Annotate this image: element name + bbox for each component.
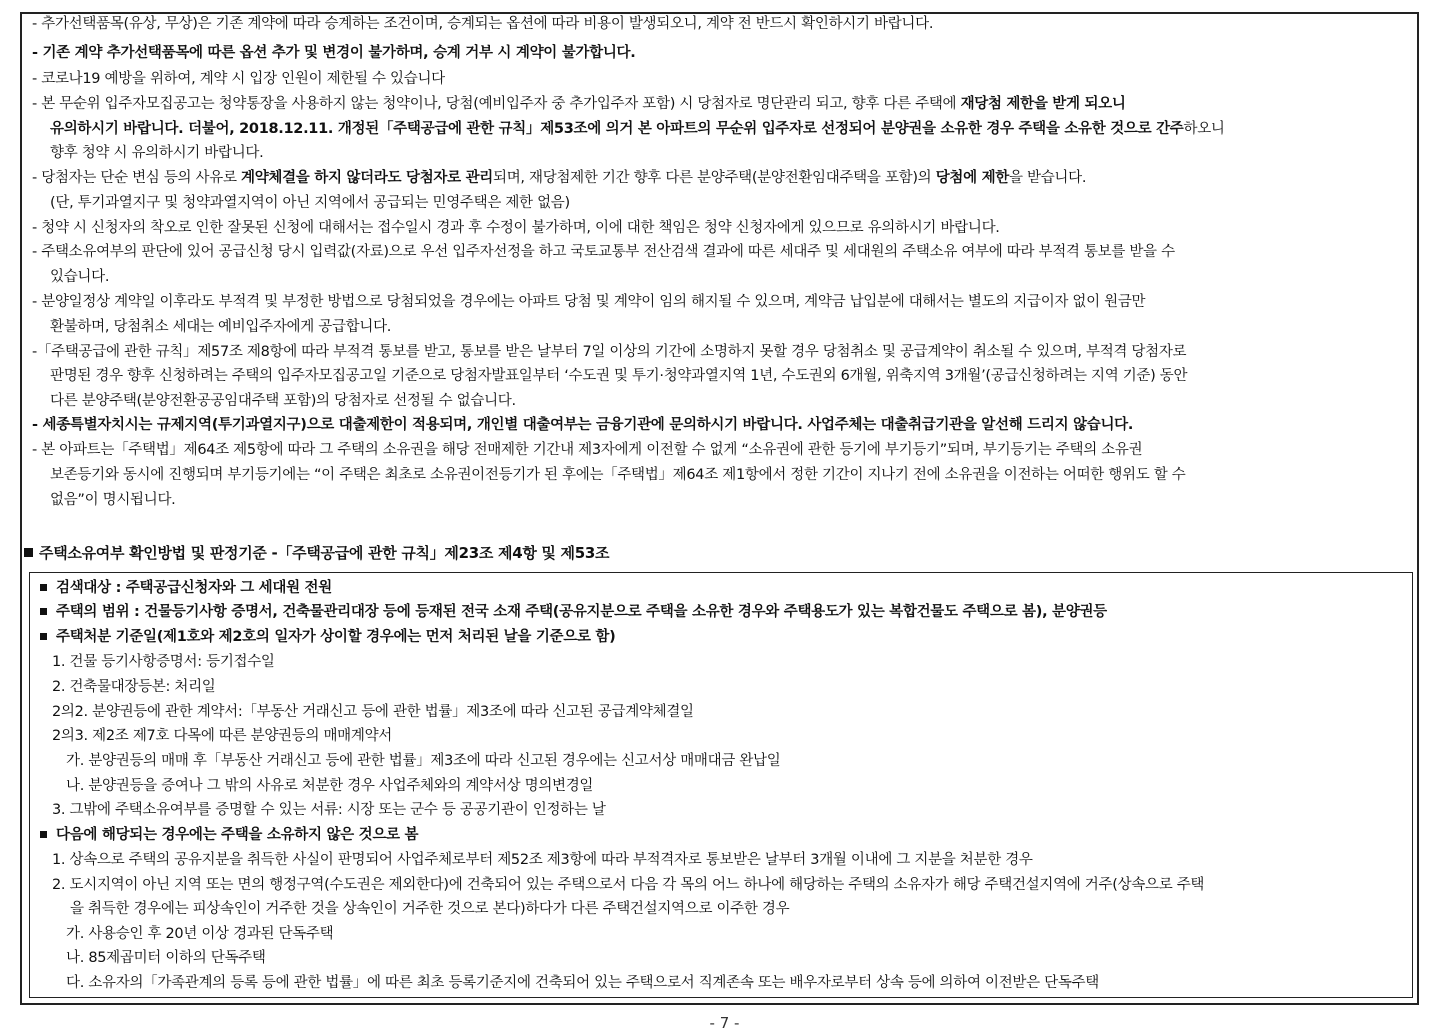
page-number: - 7 -: [709, 1014, 740, 1032]
criteria-item: 2. 도시지역이 아닌 지역 또는 면의 행정구역(수도권은 제외한다)에 건축되어 있는 주택으로서 다음 각 목의 어느 하나에 해당하는 주택의 소유자가 해당 주택건설지역에 거주(상속으로 주택: [52, 877, 1205, 893]
note-line: - 본 무순위 입주자모집공고는 청약통장을 사용하지 않는 청약이나, 당첨(예비입주자 중 추가입주자 포함) 시 당첨자로 명단관리 되고, 향후 다른 주택에 재당첨 제한을 받게 되오니: [32, 96, 1126, 112]
criteria-heading: 주택의 범위 : 건물등기사항 증명서, 건축물관리대장 등에 등재된 전국 소재 주택(공유지분으로 주택을 소유한 경우와 주택용도가 있는 복합건물도 주택으로 봄), 분양권등: [40, 602, 1107, 622]
criteria-item: 1. 건물 등기사항증명서: 등기접수일: [52, 654, 275, 670]
criteria-heading: 다음에 해당되는 경우에는 주택을 소유하지 않은 것으로 봄: [40, 825, 418, 845]
note-line: 판명된 경우 향후 신청하려는 주택의 입주자모집공고일 기준으로 당첨자발표일부터 ‘수도권 및 투기·청약과열지역 1년, 수도권외 6개월, 위축지역 3개월’(공급신청하려는 지역 기준) 동안: [50, 368, 1188, 384]
note-line: 없음”이 명시됩니다.: [50, 492, 176, 508]
square-bullet-icon: [40, 633, 47, 640]
criteria-item: 가. 사용승인 후 20년 이상 경과된 단독주택: [66, 926, 334, 942]
criteria-heading: 검색대상 : 주택공급신청자와 그 세대원 전원: [40, 578, 332, 598]
criteria-item: 3. 그밖에 주택소유여부를 증명할 수 있는 서류: 시장 또는 군수 등 공공기관이 인정하는 날: [52, 802, 606, 818]
criteria-item: 나. 분양권등을 증여나 그 밖의 사유로 처분한 경우 사업주체와의 계약서상 명의변경일: [66, 778, 594, 794]
note-line-bold: - 기존 계약 추가선택품목에 따른 옵션 추가 및 변경이 불가하며, 승계 거부 시 계약이 불가합니다.: [32, 45, 636, 61]
criteria-item: 다. 소유자의「가족관계의 등록 등에 관한 법률」에 따른 최초 등록기준지에 건축되어 있는 주택으로서 직계존속 또는 배우자로부터 상속 등에 의하여 이전받은 단독주택: [66, 975, 1099, 991]
criteria-item: 나. 85제곱미터 이하의 단독주택: [66, 950, 266, 966]
criteria-item: 1. 상속으로 주택의 공유지분을 취득한 사실이 판명되어 사업주체로부터 제52조 제3항에 따라 부적격자로 통보받은 날부터 3개월 이내에 그 지분을 처분한 경우: [52, 852, 1033, 868]
note-line: 있습니다.: [50, 269, 110, 285]
criteria-heading: 주택처분 기준일(제1호와 제2호의 일자가 상이할 경우에는 먼저 처리된 날을 기준으로 함): [40, 627, 615, 647]
square-bullet-icon: [24, 548, 33, 557]
section-heading: 주택소유여부 확인방법 및 판정기준 -「주택공급에 관한 규칙」제23조 제4항 및 제53조: [24, 542, 609, 563]
square-bullet-icon: [40, 584, 47, 591]
square-bullet-icon: [40, 831, 47, 838]
note-line: - 청약 시 신청자의 착오로 인한 잘못된 신청에 대해서는 접수일시 경과 후 수정이 불가하며, 이에 대한 책임은 청약 신청자에게 있으므로 유의하시기 바랍니다.: [32, 220, 1000, 236]
note-line: - 본 아파트는「주택법」제64조 제5항에 따라 그 주택의 소유권을 해당 전매제한 기간내 제3자에게 이전할 수 없게 “소유권에 관한 등기에 부기등기”되며, 부기등기는 주택의 소유권: [32, 442, 1143, 458]
note-line: - 주택소유여부의 판단에 있어 공급신청 당시 입력값(자료)으로 우선 입주자선정을 하고 국토교통부 전산검색 결과에 따른 세대주 및 세대원의 주택소유 여부에 따라 부적격 통보를 받을 수: [32, 244, 1175, 260]
note-line: - 당첨자는 단순 변심 등의 사유로 계약체결을 하지 않더라도 당첨자로 관리되며, 재당첨제한 기간 향후 다른 분양주택(분양전환임대주택을 포함)의 당첨에 제한을 받습니다.: [32, 170, 1087, 186]
note-line: - 추가선택품목(유상, 무상)은 기존 계약에 따라 승계하는 조건이며, 승계되는 옵션에 따라 비용이 발생되오니, 계약 전 반드시 확인하시기 바랍니다.: [32, 16, 934, 32]
note-line: 다른 분양주택(분양전환공공임대주택 포함)의 당첨자로 선정될 수 없습니다.: [50, 393, 516, 409]
note-line: - 코로나19 예방을 위하여, 계약 시 입장 인원이 제한될 수 있습니다: [32, 71, 445, 87]
note-line: 유의하시기 바랍니다. 더불어, 2018.12.11. 개정된「주택공급에 관한 규칙」제53조에 의거 본 아파트의 무순위 입주자로 선정되어 분양권을 소유한 경우 주택을 소유한 것으로 간주하오니: [50, 121, 1225, 137]
note-line: 보존등기와 동시에 진행되며 부기등기에는 “이 주택은 최초로 소유권이전등기가 된 후에는「주택법」제64조 제1항에서 정한 기간이 지나기 전에 소유권을 이전하는 어떠한 행위도 할 수: [50, 467, 1186, 483]
square-bullet-icon: [40, 608, 47, 615]
note-line: - 분양일정상 계약일 이후라도 부적격 및 부정한 방법으로 당첨되었을 경우에는 아파트 당첨 및 계약이 임의 해지될 수 있으며, 계약금 납입분에 대해서는 별도의 지급이자 없이 원금만: [32, 294, 1146, 310]
note-line: 향후 청약 시 유의하시기 바랍니다.: [50, 145, 264, 161]
criteria-item: 2의3. 제2조 제7호 다목에 따른 분양권등의 매매계약서: [52, 728, 393, 744]
criteria-item: 2. 건축물대장등본: 처리일: [52, 679, 216, 695]
criteria-item: 2의2. 분양권등에 관한 계약서:「부동산 거래신고 등에 관한 법률」제3조에 따라 신고된 공급계약체결일: [52, 704, 694, 720]
criteria-item: 을 취득한 경우에는 피상속인이 거주한 것을 상속인이 거주한 것으로 본다)하다가 다른 주택건설지역으로 이주한 경우: [70, 901, 790, 917]
criteria-item: 가. 분양권등의 매매 후「부동산 거래신고 등에 관한 법률」제3조에 따라 신고된 경우에는 신고서상 매매대금 완납일: [66, 753, 781, 769]
note-line-bold: - 세종특별자치시는 규제지역(투기과열지구)으로 대출제한이 적용되며, 개인별 대출여부는 금융기관에 문의하시기 바랍니다. 사업주체는 대출취급기관을 알선해 드리지 않습니다.: [32, 417, 1134, 433]
note-line: (단, 투기과열지구 및 청약과열지역이 아닌 지역에서 공급되는 민영주택은 제한 없음): [50, 195, 570, 211]
note-line: -「주택공급에 관한 규칙」제57조 제8항에 따라 부적격 통보를 받고, 통보를 받은 날부터 7일 이상의 기간에 소명하지 못할 경우 당첨취소 및 공급계약이 취소될 수 있으며, 부적격 당첨자로: [32, 344, 1187, 360]
note-line: 환불하며, 당첨취소 세대는 예비입주자에게 공급합니다.: [50, 319, 392, 335]
